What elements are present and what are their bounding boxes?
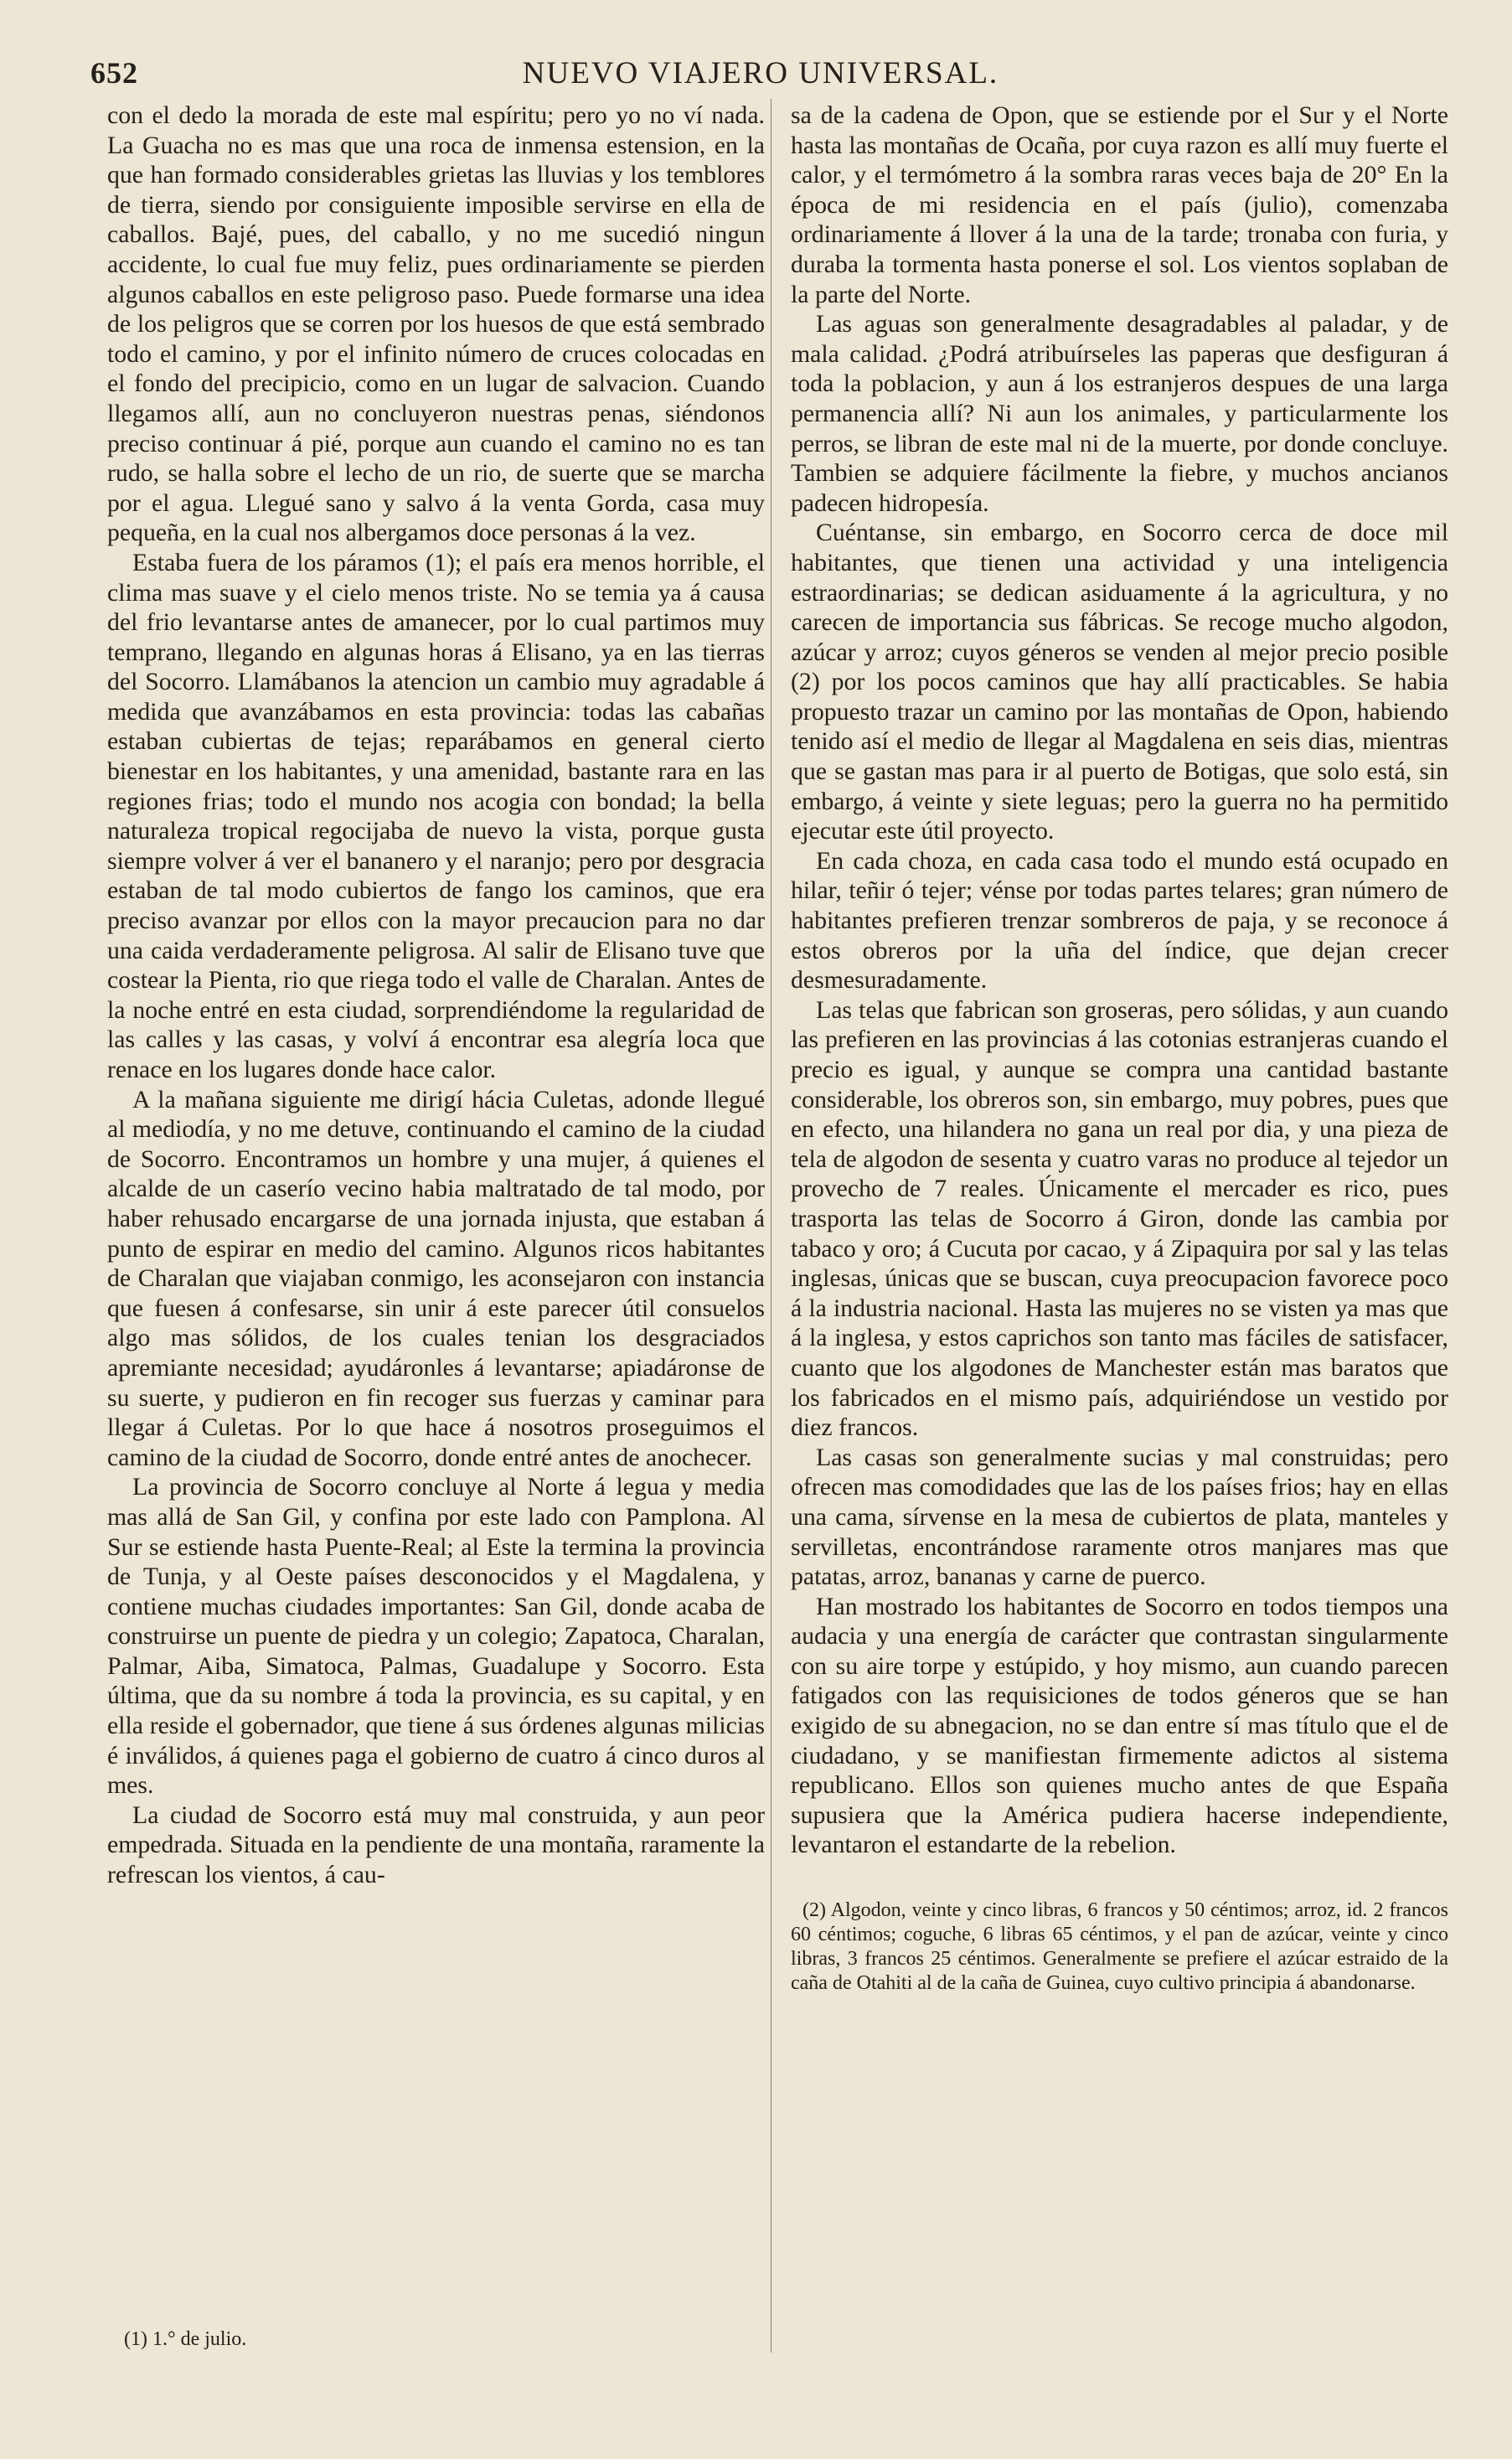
paragraph: Las casas son generalmente sucias y mal construidas; pero ofrecen mas comodidades que las de los países frios; hay en ellas una cama, sírvense en la mesa de cubiertos de plata, manteles y servilletas, encontrándose raramente otros manjares mas que patatas, arroz, bananas y carne de puerco. (791, 1443, 1448, 1591)
paragraph: Cuéntanse, sin embargo, en Socorro cerca de doce mil habitantes, que tienen una actividad y una inteligencia estraordinarias; se dedican asiduamente á la agricultura, y no carecen de importancia sus fábricas. Se recoge mucho algodon, azúcar y arroz; cuyos géneros se venden al mejor precio posible (2) por los pocos caminos que hay allí practicables. Se habia propuesto trazar un camino por las montañas de Opon, habiendo tenido así el medio de llegar al Magdalena en seis dias, mientras que se gastan mas para ir al puerto de Botigas, que solo está, sin embargo, á veinte y siete leguas; pero la guerra no ha permitido ejecutar este útil proyecto. (791, 519, 1448, 845)
footnotes (791, 1898, 1448, 1996)
paragraph: En cada choza, en cada casa todo el mundo está ocupado en hilar, teñir ó tejer; vénse por todas partes telares; gran número de habitantes prefieren trenzar sombreros de paja, y se reconoce á estos obreros por la uña del índice, que dejan crecer desmesuradamente. (791, 846, 1448, 994)
paragraph: sa de la cadena de Opon, que se estiende por el Sur y el Norte hasta las montañas de Ocaña, por cuya razon es allí muy fuerte el calor, y el termómetro á la sombra raras veces baja de 20° En la época de mi residencia en el país (julio), comenzaba ordinariamente á llover á la una de la tarde; tronaba con furia, y duraba la tormenta hasta ponerse el sol. Los vientos soplaban de la parte del Norte. (791, 101, 1448, 308)
paragraph: Han mostrado los habitantes de Socorro en todos tiempos una audacia y una energía de carácter que contrastan singularmente con su aire torpe y estúpido, y hoy mismo, aun cuando parecen fatigados con las requisiciones de todos géneros que se han exigido de su abnegacion, no se dan entre sí mas título que el de ciudadano, y se manifiestan firmemente adictos al sistema republicano. Ellos son quienes mucho antes de que España supusiera que la América pudiera hacerse independiente, levantaron el estandarte de la rebelion. (791, 1592, 1448, 1859)
footnote: (2) Algodon, veinte y cinco libras, 6 francos y 50 céntimos; arroz, id. 2 francos 60 céntimos; coguche, 6 libras 65 céntimos, y el pan de azúcar, veinte y cinco libras, 3 francos 25 céntimos. Generalmente se prefiere el azúcar estraido de la caña de Otahiti al de la caña de Guinea, cuyo cultivo principia á abandonarse. (791, 1899, 1448, 1995)
paragraph: Las telas que fabrican son groseras, pero sólidas, y aun cuando las prefieren en las provincias á las cotonias estranjeras cuando el precio es igual, y aunque se compra una cantidad bastante considerable, los obreros son, sin embargo, muy pobres, pues que en efecto, una hilandera no gana un real por dia, y una pieza de tela de algodon de sesenta y cuatro varas no produce al tejedor un provecho de 7 reales. Únicamente el mercader es rico, pues trasporta las telas de Socorro á Giron, donde las cambia por tabaco y oro; á Cucuta por cacao, y á Zipaquira por sal y las telas inglesas, únicas que se buscan, cuya preocupacion favorece poco á la industria nacional. Hasta las mujeres no se visten ya mas que á la inglesa, y estos caprichos son tanto mas fáciles de satisfacer, cuanto que los algodones de Manchester están mas baratos que los fabricados en el mismo país, adquiriéndose un vestido por diez francos. (791, 995, 1448, 1442)
paragraph: Estaba fuera de los páramos (1); el país era menos horrible, el clima mas suave y el cielo menos triste. No se temia ya á causa del frio levantarse antes de amanecer, por lo cual partimos muy temprano, llegando en algunas horas á Elisano, ya en las tierras del Socorro. Llamábanos la atencion un cambio muy agradable á medida que avanzábamos en esta provincia: todas las cabañas estaban cubiertas de tejas; reparábamos en general cierto bienestar en los habitantes, y una amenidad, bastante rara en las regiones frias; todo el mundo nos acogia con bondad; la bella naturaleza tropical regocijaba de nuevo la vista, porque gusta siempre volver á ver el bananero y el naranjo; pero por desgracia estaban de tal modo cubiertos de fango los caminos, que era preciso avanzar por ellos con la mayor precaucion para no dar una caida verdaderamente peligrosa. Al salir de Elisano tuve que costear la Pienta, rio que riega todo el valle de Charalan. Antes de la noche entré en esta ciudad, sorprendiéndome la regularidad de las calles y las casas, y volví á encontrar esa alegría loca que renace en los lugares donde hace calor. (107, 548, 765, 1083)
page-number: 652 (90, 56, 138, 90)
paragraph: La provincia de Socorro concluye al Norte á legua y media mas allá de San Gil, y confina por este lado con Pamplona. Al Sur se estiende hasta Puente-Real; al Este la termina la provincia de Tunja, y al Oeste países desconocidos y el Magdalena, y contiene muchas ciudades importantes: San Gil, donde acaba de construirse un puente de piedra y un colegio; Zapatoca, Charalan, Palmar, Aiba, Simatoca, Palmas, Guadalupe y Socorro. Esta última, que da su nombre á toda la provincia, es su capital, y en ella reside el gobernador, que tiene á sus órdenes algunas milicias é inválidos, á quienes paga el gobierno de cuatro á cinco duros al mes. (107, 1473, 765, 1800)
left-column (107, 101, 765, 1890)
paragraph: Las aguas son generalmente desagradables al paladar, y de mala calidad. ¿Podrá atribuírseles las paperas que desfiguran á toda la poblacion, y aun á los estranjeros despues de una larga permanencia allí? Ni aun los animales, y particularmente los perros, se libran de este mal ni de la muerte, por donde concluye. Tambien se adquiere fácilmente la fiebre, y muchos ancianos padecen hidropesía. (791, 310, 1448, 517)
footnote-left: (1) 1.° de julio. (124, 2328, 247, 2350)
paragraph: con el dedo la morada de este mal espíritu; pero yo no ví nada. La Guacha no es mas que una roca de inmensa estension, en la que han formado considerables grietas las lluvias y los temblores de tierra, siendo por consiguiente imposible servirse en ella de caballos. Bajé, pues, del caballo, y no me sucedió ningun accidente, lo cual fue muy feliz, pues ordinariamente se pierden algunos caballos en este peligroso paso. Puede formarse una idea de los peligros que se corren por los huesos de que está sembrado todo el camino, y por el infinito número de cruces colocadas en el fondo del precipicio, como en un lugar de salvacion. Cuando llegamos allí, aun no concluyeron nuestras penas, siéndonos preciso continuar á pié, porque aun cuando el camino no es tan rudo, se halla sobre el lecho de un rio, de suerte que se marcha por el agua. Llegué sano y salvo á la venta Gorda, casa muy pequeña, en la cual nos albergamos doce personas á la vez. (107, 101, 765, 547)
page-header (90, 55, 1431, 99)
running-title: NUEVO VIAJERO UNIVERSAL. (522, 56, 999, 90)
right-column (791, 101, 1448, 1996)
paragraph: La ciudad de Socorro está muy mal construida, y aun peor empedrada. Situada en la pendiente de una montaña, raramente la refrescan los vientos, á cau- (107, 1800, 765, 1889)
paragraph: A la mañana siguiente me dirigí hácia Culetas, adonde llegué al mediodía, y no me detuve, continuando el camino de la ciudad de Socorro. Encontramos un hombre y una mujer, á quienes el alcalde de un caserío vecino habia maltratado de tal modo, por haber rehusado encargarse de una jornada injusta, que estaban á punto de espirar en medio del camino. Algunos ricos habitantes de Charalan que viajaban conmigo, les aconsejaron con instancia que fuesen á confesarse, sin unir á este parecer útil consuelos algo mas sólidos, de los cuales tenian los desgraciados apremiante necesidad; ayudáronles á levantarse; apiadáronse de su suerte, y pudieron en fin recoger sus fuerzas y caminar para llegar á Culetas. Por lo que hace á nosotros proseguimos el camino de la ciudad de Socorro, donde entré antes de anochecer. (107, 1085, 765, 1471)
